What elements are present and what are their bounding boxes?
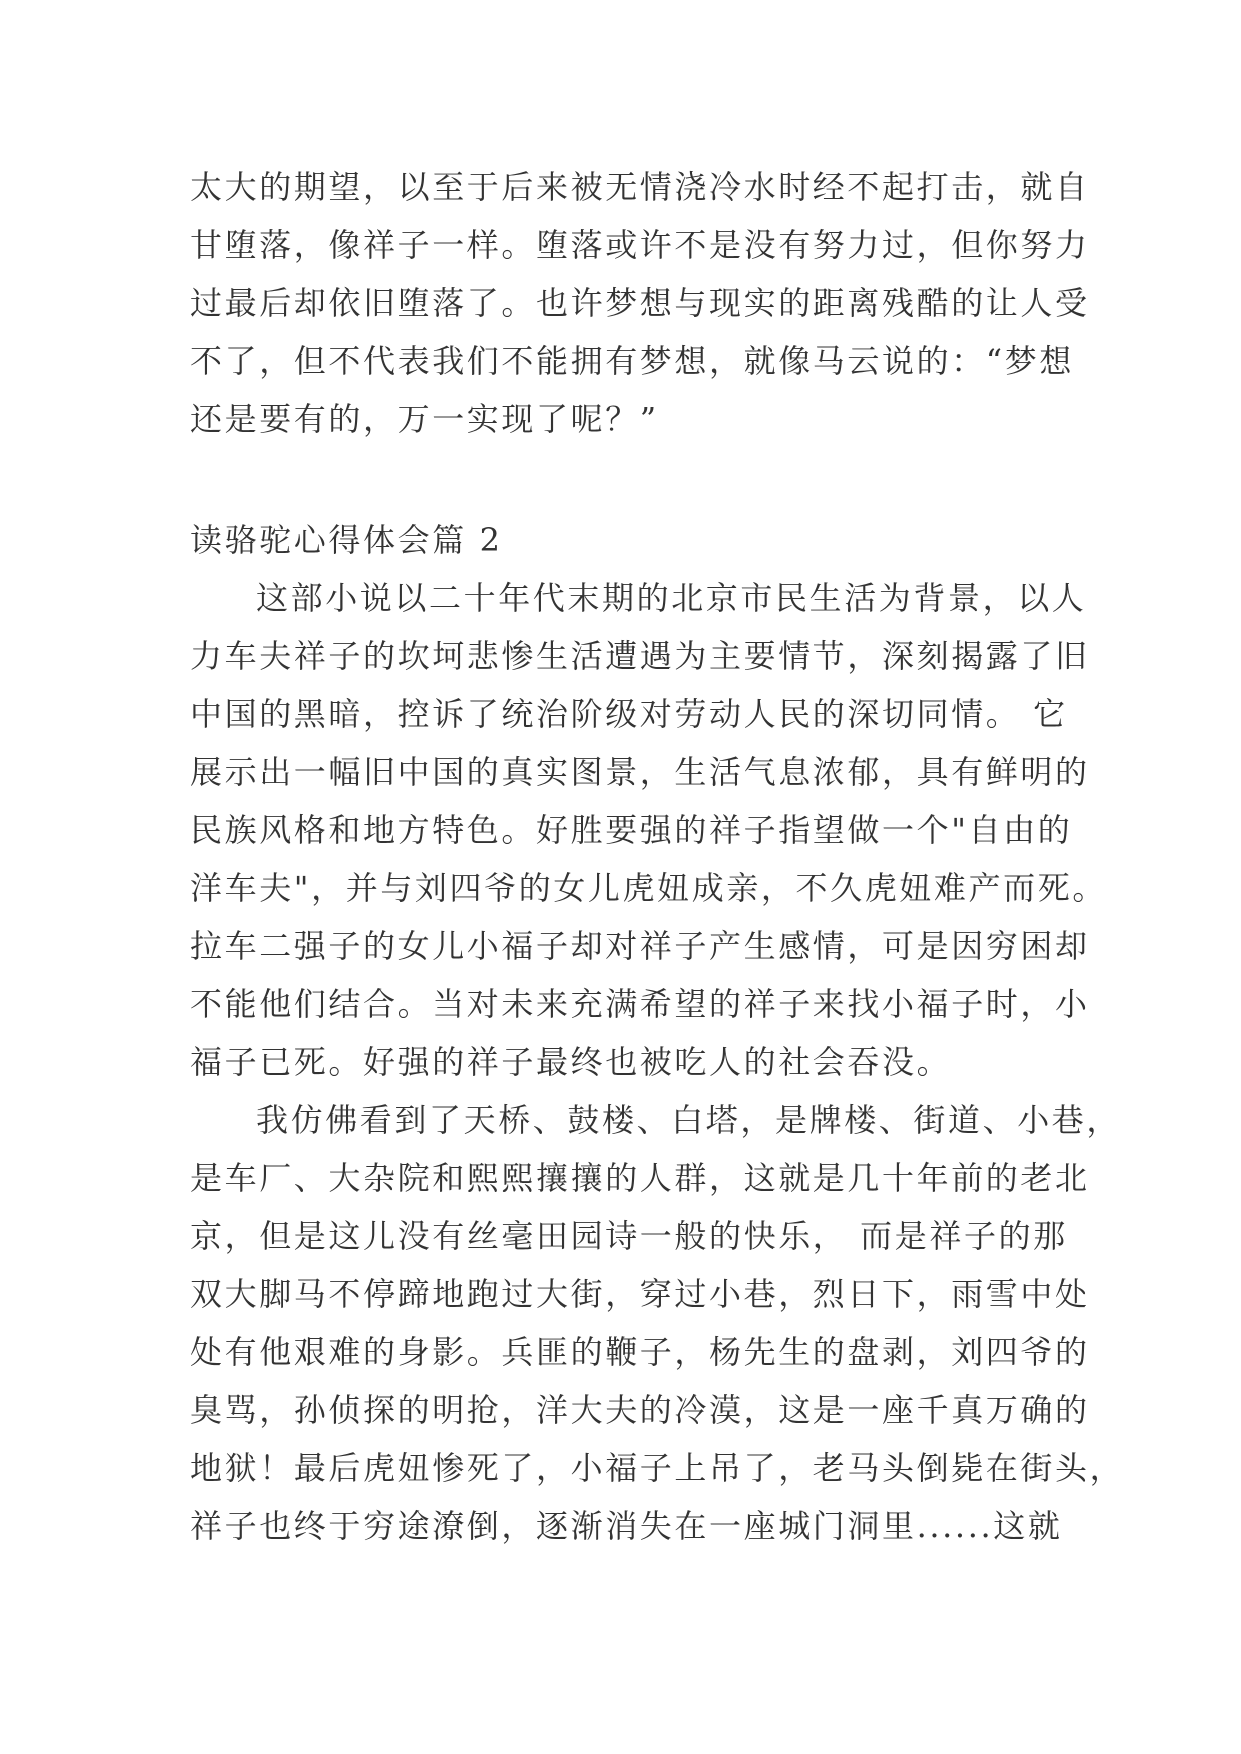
paragraph-line: 不了，但不代表我们不能拥有梦想，就像马云说的：“梦想 [190,342,1074,380]
paragraph-line: 是车厂、大杂院和熙熙攘攘的人群，这就是几十年前的老北 [190,1159,1090,1197]
paragraph-line: 我仿佛看到了天桥、鼓楼、白塔，是牌楼、街道、小巷， [256,1101,1122,1139]
paragraph-line: 不能他们结合。当对未来充满希望的祥子来找小福子时，小 [190,985,1090,1023]
continuation-paragraph [190,158,1090,448]
paragraph-2 [190,1091,1125,1555]
paragraph-line: 祥子也终于穷途潦倒，逐渐消失在一座城门洞里......这就 [190,1507,1063,1545]
paragraph-line: 地狱！最后虎妞惨死了，小福子上吊了，老马头倒毙在街头， [190,1449,1125,1487]
paragraph-line: 处有他艰难的身影。兵匪的鞭子，杨先生的盘剥，刘四爷的 [190,1333,1090,1371]
paragraph-line: 福子已死。好强的祥子最终也被吃人的社会吞没。 [190,1043,952,1081]
section-body [190,569,1125,1555]
paragraph-line: 洋车夫"，并与刘四爷的女儿虎妞成亲，不久虎妞难产而死。 [190,869,1107,907]
paragraph-line: 中国的黑暗，控诉了统治阶级对劳动人民的深切同情。 它 [190,695,1068,733]
paragraph-line: 太大的期望，以至于后来被无情浇冷水时经不起打击，就自 [190,168,1090,206]
paragraph-line: 还是要有的，万一实现了呢？” [190,400,659,438]
paragraph-line: 双大脚马不停蹄地跑过大街，穿过小巷，烈日下，雨雪中处 [190,1275,1090,1313]
paragraph-line: 民族风格和地方特色。好胜要强的祥子指望做一个"自由的 [190,811,1073,849]
paragraph-line: 京，但是这儿没有丝毫田园诗一般的快乐， 而是祥子的那 [190,1217,1068,1255]
paragraph-line: 拉车二强子的女儿小福子却对祥子产生感情，可是因穷困却 [190,927,1090,965]
paragraph-line: 这部小说以二十年代末期的北京市民生活为背景，以人 [256,579,1087,617]
paragraph-line: 甘堕落，像祥子一样。堕落或许不是没有努力过，但你努力 [190,226,1090,264]
paragraph-line: 过最后却依旧堕落了。也许梦想与现实的距离残酷的让人受 [190,284,1090,322]
section-heading: 读骆驼心得体会篇 2 [190,521,503,559]
paragraph-line: 力车夫祥子的坎坷悲惨生活遭遇为主要情节，深刻揭露了旧 [190,637,1090,675]
paragraph-1 [190,569,1107,1091]
paragraph-line: 臭骂，孙侦探的明抢，洋大夫的冷漠，这是一座千真万确的 [190,1391,1090,1429]
paragraph-line: 展示出一幅旧中国的真实图景，生活气息浓郁，具有鲜明的 [190,753,1090,791]
